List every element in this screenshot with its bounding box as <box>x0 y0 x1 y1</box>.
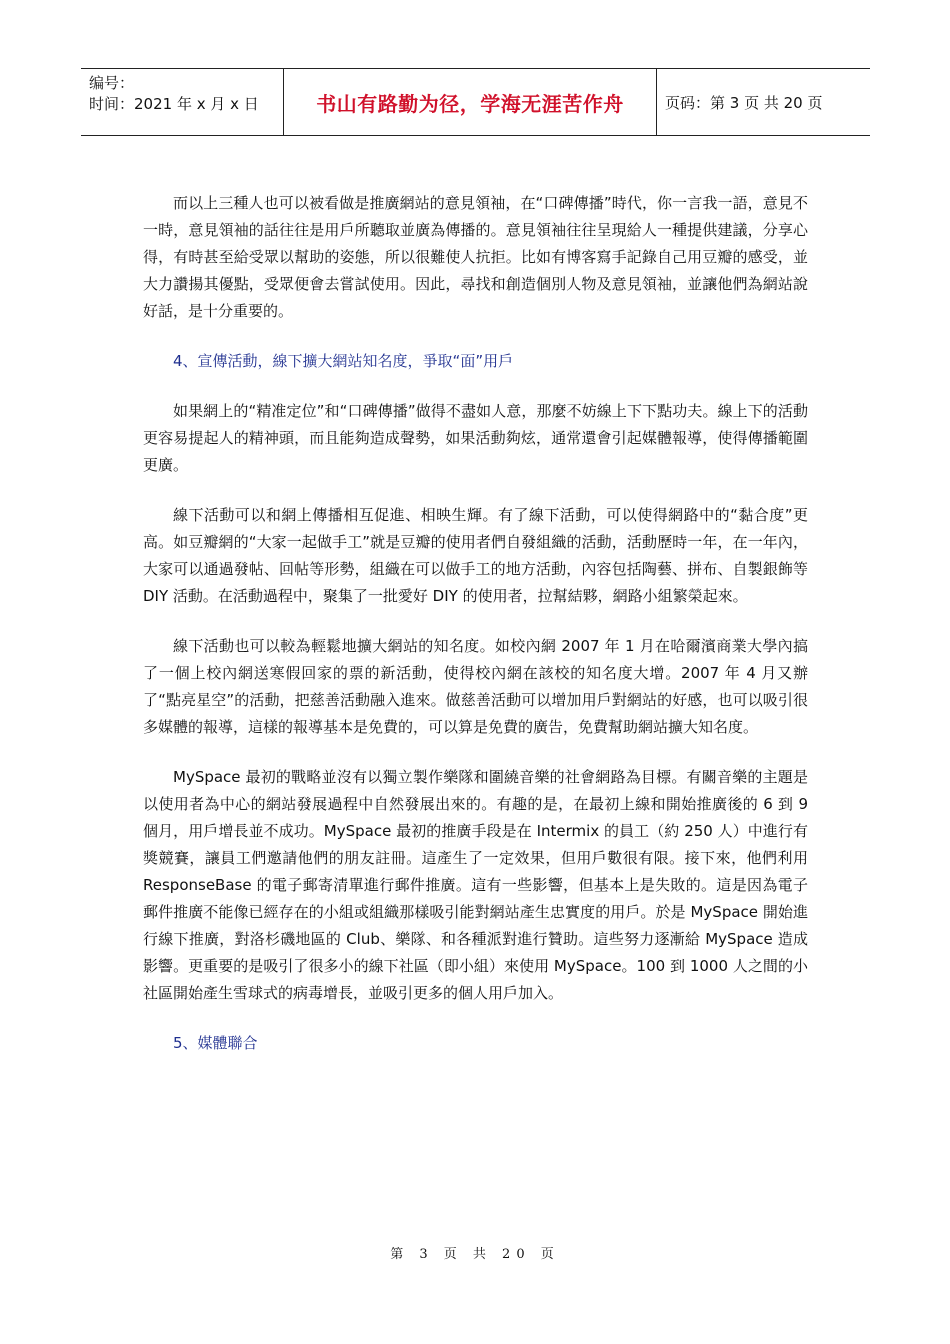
header-motto: 书山有路勤为径，学海无涯苦作舟 <box>316 91 624 116</box>
page-header <box>81 68 870 136</box>
header-number: 编号： <box>89 74 135 92</box>
header-motto-cell <box>284 69 657 135</box>
section-heading-4: 4、宣傳活動，線下擴大網站知名度，爭取“面”用戶 <box>173 352 514 370</box>
header-meta <box>81 69 284 135</box>
paragraph-offline-xiaonei: 線下活動也可以較為輕鬆地擴大網站的知名度。如校內網 2007 年 1 月在哈爾濱商業大學內搞了一個上校內網送寒假回家的票的新活動，使得校內網在該校的知名度大增。2007 年 4 月又辦了“點亮星空”的活動，把慈善活動融入進來。做慈善活動可以增加用戶對網站的好感，也可以吸引很多媒體的報導，這樣的報導基本是免費的，可以算是免費的廣告，免費幫助網站擴大知名度。 <box>143 637 808 736</box>
header-page-info: 页码：第 3 页 共 20 页 <box>665 93 823 112</box>
section-heading-5: 5、媒體聯合 <box>173 1034 258 1052</box>
paragraph-opinion-leaders: 而以上三種人也可以被看做是推廣網站的意見領袖，在“口碑傳播”時代，你一言我一語，意見不一時，意見領袖的話往往是用戶所聽取並廣為傳播的。意見領袖往往呈現給人一種提供建議，分享心得，有時甚至給受眾以幫助的姿態，所以很難使人抗拒。比如有博客寫手記錄自己用豆瓣的感受，並大力讚揚其優點，受眾便會去嘗試使用。因此，尋找和創造個別人物及意見領袖，並讓他們為網站說好話，是十分重要的。 <box>143 194 808 320</box>
paragraph-myspace: MySpace 最初的戰略並沒有以獨立製作樂隊和圍繞音樂的社會網路為目標。有關音樂的主題是以使用者為中心的網站發展過程中自然發展出來的。有趣的是，在最初上線和開始推廣後的 6 到 9 個月，用戶增長並不成功。MySpace 最初的推廣手段是在 Intermix 的員工（約 250 人）中進行有獎競賽，讓員工們邀請他們的朋友註冊。這產生了一定效果，但用戶數很有限。接下來，他們利用 ResponseBase 的電子郵寄清單進行郵件推廣。這有一些影響，但基本上是失敗的。這是因為電子郵件推廣不能像已經存在的小組或組織那樣吸引能對網站產生忠實度的用戶。於是 MySpace 開始進行線下推廣，對洛杉磯地區的 Club、樂隊、和各種派對進行贊助。這些努力逐漸給 MySpace 造成影響。更重要的是吸引了很多小的線下社區（即小組）來使用 MySpace。100 到 1000 人之間的小社區開始產生雪球式的病毒增長，並吸引更多的個人用戶加入。 <box>143 768 808 1002</box>
document-body <box>143 190 808 1080</box>
paragraph-offline-douban: 線下活動可以和網上傳播相互促進、相映生輝。有了線下活動，可以使得網路中的“黏合度”更高。如豆瓣網的“大家一起做手工”就是豆瓣的使用者們自發組織的活動，活動歷時一年，在一年內，大家可以通過發帖、回帖等形勢，組織在可以做手工的地方活動，內容包括陶藝、拼布、自製銀飾等 DIY 活動。在活動過程中，聚集了一批愛好 DIY 的使用者，拉幫結夥，網路小組繁榮起來。 <box>143 506 808 605</box>
page-footer: 第 3 页 共 20 页 <box>390 1247 560 1262</box>
paragraph-offline-intro: 如果網上的“精准定位”和“口碑傳播”做得不盡如人意，那麼不妨線上下下點功夫。線上下的活動更容易提起人的精神頭，而且能夠造成聲勢，如果活動夠炫，通常還會引起媒體報導，使得傳播範圍更廣。 <box>143 402 808 474</box>
header-date: 时间：2021 年 x 月 x 日 <box>89 95 259 113</box>
